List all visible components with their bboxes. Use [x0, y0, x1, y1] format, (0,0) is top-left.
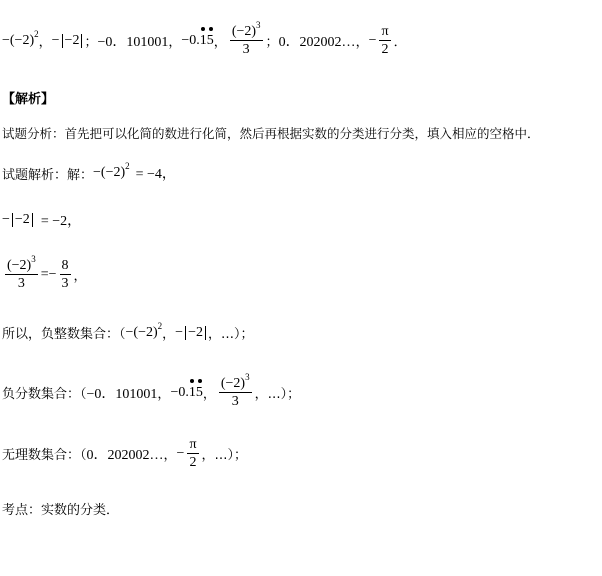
problem-line: $-(-2)^2$ ， − −2 ； −0．101001 ， −0. 15 ， $\frac{(-2)^3}{3}$ ； 0．202002… ， − $\frac{\pi}{2}$ ． [2, 20, 407, 57]
decimal-2: 0．202002… [278, 34, 356, 50]
negative-integer-set: 所以，负整数集合：（ $-(-2)^2$ ， − −2 ，…）； [2, 320, 254, 342]
analysis-text: 试题分析：首先把可以化简的数进行化简，然后再根据实数的分类进行分类，填入相应的空格中． [2, 126, 540, 141]
abs-value: −2 [62, 34, 83, 48]
irrational-set: 无理数集合：（ 0．202002… ， − $\frac{\pi}{2}$ ，…）； [2, 437, 248, 470]
negative-fraction-set: 负分数集合：（ −0．101001 ， −0. 15 ， $\frac{(-2)^3}{3}$ ，…）； [2, 372, 301, 409]
solution-eq2: − −2 = −2， [2, 212, 82, 229]
solution-eq1: 试题解析：解： $-(-2)^2$ = −4， [2, 161, 176, 183]
solution-eq3: $\frac{(-2)^3}{3}$ =− $\frac{8}{3}$ ， [7, 254, 87, 291]
repeating-decimal: −0. 15 [181, 33, 213, 49]
analysis-header: 【解析】 [2, 92, 55, 107]
kaodian: 考点：实数的分类． [2, 503, 120, 518]
cube-fraction: $\frac{(-2)^3}{3}$ [231, 20, 261, 57]
neg-square: $-(-2)^2$ [2, 28, 39, 48]
pi-fraction: $\frac{\pi}{2}$ [381, 24, 389, 57]
decimal-1: −0．101001 [97, 34, 169, 50]
